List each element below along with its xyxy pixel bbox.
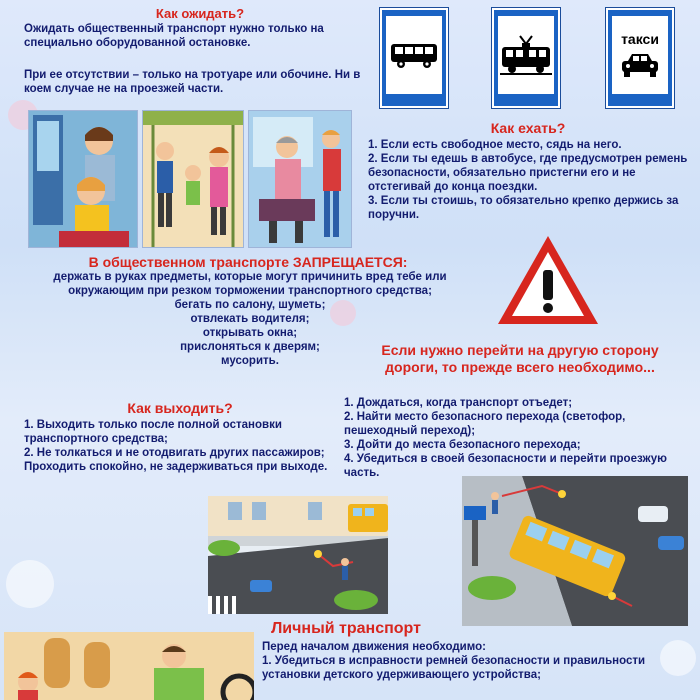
how-to-ride-item: 2. Если ты едешь в автобусе, где предусмотрен ремень безопасности, обязательно пристегни его и не отстегивай до конца поездки. (368, 153, 688, 193)
passenger-illustration-2 (142, 110, 244, 248)
tram-icon (500, 34, 552, 76)
warning-sign-icon (494, 232, 602, 328)
how-to-exit-list (24, 418, 340, 474)
cross-road-item: 4. Убедиться в своей безопасности и перейти проезжую часть. (344, 453, 667, 479)
how-to-wait-text-1: Ожидать общественный транспорт нужно только на специально оборудованной остановке. (24, 23, 324, 49)
taxi-stop-sign (606, 8, 674, 108)
street-illustration-left (208, 496, 388, 614)
cross-road-list (344, 396, 676, 480)
how-to-exit-item: 2. Не толкаться и не отодвигать других пассажиров; (24, 447, 325, 459)
taxi-label: такси (621, 31, 659, 47)
how-to-ride-item: 3. Если ты стоишь, то обязательно крепко держись за поручни. (368, 195, 679, 221)
tram-stop-sign (492, 8, 560, 108)
forbidden-item: мусорить. (221, 355, 279, 367)
forbidden-item: бегать по салону, шуметь; (174, 299, 326, 311)
cross-road-item: 2. Найти место безопасного перехода (светофор, пешеходный переход); (344, 411, 626, 437)
forbidden-title: В общественном транспорте ЗАПРЕЩАЕТСЯ: (88, 254, 408, 270)
forbidden-item: держать в руках предметы, которые могут причинить вред тебе или окружающим при резком торможении транспортного средства; (53, 271, 447, 297)
forbidden-item: открывать окна; (202, 327, 298, 339)
blossom-decoration (6, 560, 54, 608)
personal-transport-title: Личный транспорт (271, 620, 421, 637)
how-to-exit-item: 1. Выходить только после полной остановки транспортного средства; (24, 419, 282, 445)
how-to-exit-title: Как выходить? (127, 400, 233, 416)
cross-road-title: Если нужно перейти на другую сторону дороги, то прежде всего необходимо... (381, 342, 659, 375)
cross-road-item: 1. Дождаться, когда транспорт отъедет; (344, 397, 573, 409)
street-illustration-right (462, 476, 688, 626)
cross-road-item: 3. Дойти до места безопасного перехода; (344, 439, 581, 451)
how-to-wait-title: Как ожидать? (155, 6, 245, 21)
passenger-illustration-1 (28, 110, 138, 248)
personal-transport-text (262, 640, 692, 682)
taxi-icon (620, 51, 660, 79)
personal-transport-intro: Перед началом движения необходимо: (262, 641, 486, 653)
how-to-ride-title: Как ехать? (490, 120, 566, 136)
forbidden-item: прислоняться к дверям; (180, 341, 320, 353)
how-to-ride-item: 1. Если есть свободное место, сядь на него. (368, 139, 622, 151)
how-to-exit-item: Проходить спокойно, не задерживаться при выходе. (24, 461, 328, 473)
how-to-wait-text-2: При ее отсутствии – только на тротуаре или обочине. Ни в коем случае не на проезжей части. (24, 69, 361, 95)
how-to-ride-list (368, 138, 696, 222)
passenger-illustration-3 (248, 110, 352, 248)
forbidden-item: отвлекать водителя; (190, 313, 310, 325)
bus-stop-sign (380, 8, 448, 108)
bus-icon (389, 40, 439, 70)
personal-transport-item: 1. Убедиться в исправности ремней безопасности и правильности установки детского удерживающего устройства; (262, 655, 646, 681)
car-illustration (4, 632, 254, 700)
